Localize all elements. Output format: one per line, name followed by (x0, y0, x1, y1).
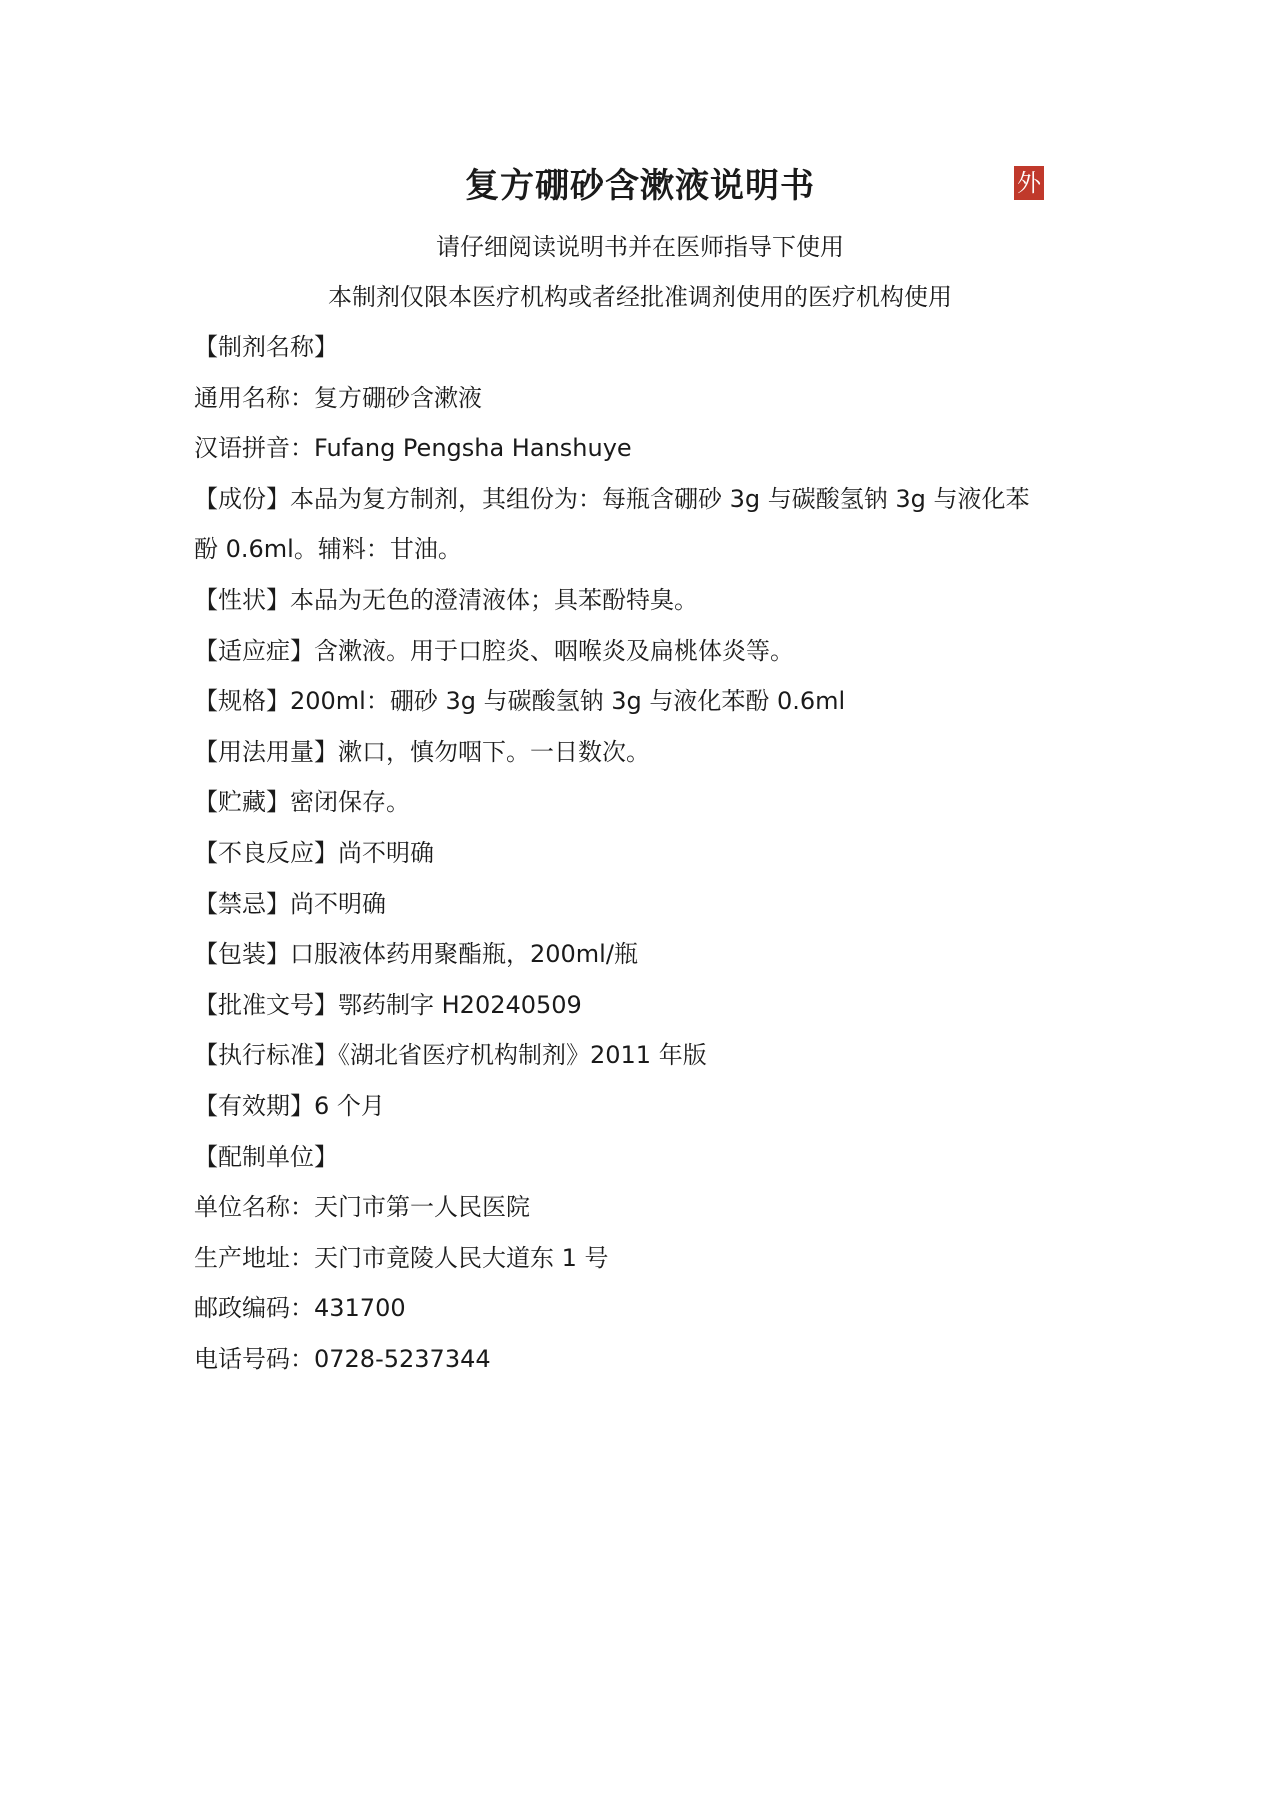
subtitle-usage-restriction: 本制剂仅限本医疗机构或者经批准调剂使用的医疗机构使用 (328, 283, 952, 311)
ingredients-line-1: 【成份】本品为复方制剂，其组份为：每瓶含硼砂 3g 与碳酸氢钠 3g 与液化苯 (194, 484, 1030, 513)
external-use-badge: 外 (1014, 166, 1044, 200)
pinyin-name: 汉语拼音：Fufang Pengsha Hanshuye (194, 434, 632, 463)
packaging: 【包装】口服液体药用聚酯瓶，200ml/瓶 (194, 940, 638, 969)
subtitle-read-instructions: 请仔细阅读说明书并在医师指导下使用 (436, 233, 844, 261)
indications: 【适应症】含漱液。用于口腔炎、咽喉炎及扁桃体炎等。 (194, 636, 794, 665)
validity-period: 【有效期】6 个月 (194, 1091, 385, 1120)
contraindications: 【禁忌】尚不明确 (194, 889, 386, 918)
manufacturer-name: 单位名称：天门市第一人民医院 (194, 1193, 530, 1222)
document-body (194, 330, 1094, 1392)
section-heading-preparation-name: 【制剂名称】 (194, 333, 338, 361)
approval-number: 【批准文号】鄂药制字 H20240509 (194, 990, 582, 1019)
document-title: 复方硼砂含漱液说明书 (465, 166, 815, 206)
section-heading-manufacturer: 【配制单位】 (194, 1142, 338, 1171)
phone-number: 电话号码：0728-5237344 (194, 1344, 491, 1373)
standard: 【执行标准】《湖北省医疗机构制剂》2011 年版 (194, 1041, 707, 1070)
manufacturer-address: 生产地址：天门市竟陵人民大道东 1 号 (194, 1243, 609, 1272)
description: 【性状】本品为无色的澄清液体；具苯酚特臭。 (194, 585, 698, 614)
ingredients-line-2: 酚 0.6ml。辅料：甘油。 (194, 535, 462, 564)
storage: 【贮藏】密闭保存。 (194, 788, 410, 817)
adverse-reactions: 【不良反应】尚不明确 (194, 838, 434, 867)
specification: 【规格】200ml：硼砂 3g 与碳酸氢钠 3g 与液化苯酚 0.6ml (194, 687, 846, 716)
generic-name: 通用名称：复方硼砂含漱液 (194, 383, 482, 412)
postal-code: 邮政编码：431700 (194, 1294, 406, 1323)
dosage: 【用法用量】漱口，慎勿咽下。一日数次。 (194, 737, 650, 766)
